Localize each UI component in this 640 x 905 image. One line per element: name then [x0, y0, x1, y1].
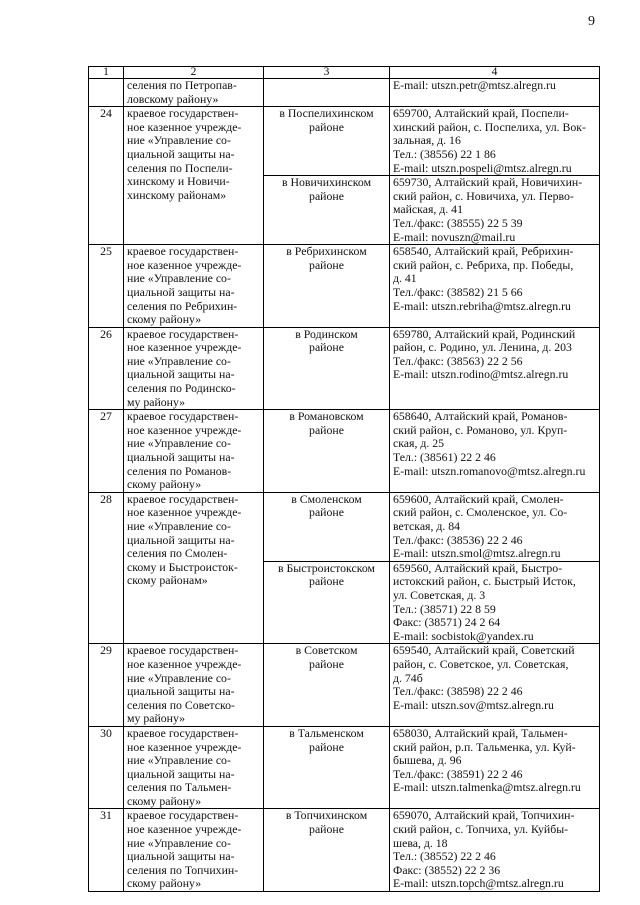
- cell-line: шева, д. 18: [393, 835, 448, 850]
- cell-line: 658030, Алтайский край, Тальмен-: [393, 726, 568, 740]
- cell-line: районе: [309, 822, 344, 837]
- continuation-row: [89, 79, 600, 107]
- cell-line: селения по Петропав-: [127, 78, 237, 92]
- cell-line: E-mail: utszn.romanovo@mtsz.alregn.ru: [393, 463, 586, 478]
- table-row: [89, 245, 600, 328]
- cell-line: районе: [309, 257, 344, 272]
- organization-cell: [124, 492, 264, 644]
- contact-cell: [390, 245, 600, 328]
- cell-line: в Поспелихинском: [279, 106, 374, 121]
- cell-line: 659560, Алтайский край, Быстро-: [393, 561, 563, 575]
- cell-line: районе: [309, 656, 344, 671]
- cell-line: E-mail: utszn.smol@mtsz.alregn.ru: [393, 546, 561, 561]
- contact-cell: [390, 107, 600, 176]
- organization-cell: [124, 644, 264, 727]
- cell-line: краевое государствен-: [127, 106, 239, 121]
- cell-line: районе: [309, 422, 344, 437]
- cell-line: краевое государствен-: [127, 492, 239, 506]
- area-cell: [264, 561, 390, 644]
- cell-line: ская, д. 25: [393, 436, 445, 451]
- cell-line: скому и Быстроисток-: [127, 559, 238, 574]
- row-number-cell: 30: [89, 726, 124, 809]
- cell-line: ние «Управление со-: [127, 271, 231, 286]
- area-cell: [264, 79, 390, 107]
- cell-line: циальной защиты на-: [127, 284, 235, 299]
- cell-line: ное казенное учрежде-: [127, 257, 242, 272]
- cell-line: ние «Управление со-: [127, 753, 231, 768]
- cell-line: в Романовском: [289, 409, 364, 424]
- row-number-cell: 28: [89, 492, 124, 644]
- cell-line: скому району»: [127, 477, 202, 492]
- cell-line: скому району»: [127, 312, 202, 327]
- cell-line: ние «Управление со-: [127, 519, 231, 533]
- cell-line: циальной защиты на-: [127, 684, 235, 699]
- cell-line: краевое государствен-: [127, 409, 239, 424]
- cell-line: Тел.: (38552) 22 2 46: [393, 849, 496, 864]
- cell-line: ский район, с. Романово, ул. Круп-: [393, 422, 568, 437]
- cell-line: ский район, р.п. Тальменка, ул. Куй-: [393, 739, 576, 754]
- cell-line: 659070, Алтайский край, Топчихин-: [393, 808, 575, 823]
- cell-line: E-mail: utszn.topch@mtsz.alregn.ru: [393, 876, 564, 891]
- cell-line: в Советском: [295, 643, 358, 658]
- table-row: [89, 492, 600, 561]
- cell-line: Тел./факс: (38591) 22 2 46: [393, 766, 523, 781]
- cell-line: ние «Управление со-: [127, 353, 231, 368]
- cell-line: E-mail: utszn.talmenka@mtsz.alregn.ru: [393, 780, 581, 795]
- cell-line: районе: [309, 119, 344, 134]
- cell-line: ное казенное учрежде-: [127, 656, 242, 671]
- organization-cell: [124, 107, 264, 245]
- cell-line: селения по Романов-: [127, 463, 232, 478]
- cell-line: 659600, Алтайский край, Смолен-: [393, 492, 564, 506]
- cell-line: Тел./факс: (38563) 22 2 56: [393, 353, 523, 368]
- cell-line: ние «Управление со-: [127, 133, 231, 148]
- table-row: [89, 327, 600, 410]
- cell-line: E-mail: utszn.pospeli@mtsz.alregn.ru: [393, 160, 572, 175]
- cell-line: в Ребрихинском: [286, 244, 367, 259]
- cell-line: циальной защиты на-: [127, 450, 235, 465]
- row-number-cell: 27: [89, 410, 124, 493]
- cell-line: циальной защиты на-: [127, 766, 235, 781]
- cell-line: в Родинском: [295, 327, 358, 341]
- cell-line: районе: [309, 574, 344, 589]
- cell-line: селения по Поспели-: [127, 160, 233, 175]
- contact-cell: [390, 79, 600, 107]
- organizations-table: [88, 66, 600, 892]
- cell-line: ский район, с. Смоленское, ул. Со-: [393, 505, 568, 520]
- table-row: [89, 726, 600, 809]
- header-row: [89, 67, 600, 79]
- cell-line: краевое государствен-: [127, 726, 239, 740]
- cell-line: скому району»: [127, 876, 202, 891]
- cell-line: ветская, д. 84: [393, 519, 461, 533]
- cell-line: д. 41: [393, 271, 417, 286]
- organization-cell: [124, 726, 264, 809]
- cell-line: 659780, Алтайский край, Родинский: [393, 327, 576, 341]
- cell-line: районе: [309, 340, 344, 355]
- cell-line: хинский район, с. Поспелиха, ул. Вок-: [393, 119, 586, 134]
- area-cell: [264, 410, 390, 493]
- area-cell: [264, 809, 390, 892]
- cell-line: 659730, Алтайский край, Новичихин-: [393, 175, 583, 190]
- cell-line: 658540, Алтайский край, Ребрихин-: [393, 244, 574, 259]
- cell-line: в Смоленском: [291, 492, 362, 506]
- organization-cell: [124, 245, 264, 328]
- cell-line: му району»: [127, 394, 186, 409]
- cell-line: краевое государствен-: [127, 327, 239, 341]
- cell-line: селения по Ребрихин-: [127, 298, 238, 313]
- cell-line: краевое государствен-: [127, 643, 239, 658]
- cell-line: скому району»: [127, 793, 202, 808]
- area-cell: [264, 107, 390, 176]
- row-number-cell: 25: [89, 245, 124, 328]
- cell-line: Тел./факс: (38555) 22 5 39: [393, 215, 523, 230]
- contact-cell: [390, 644, 600, 727]
- table-body: [89, 67, 600, 892]
- row-number-cell: [89, 79, 124, 107]
- cell-line: ул. Советская, д. 3: [393, 587, 486, 602]
- cell-line: Факс: (38571) 24 2 64: [393, 615, 501, 630]
- organization-cell: [124, 809, 264, 892]
- cell-line: циальной защиты на-: [127, 146, 235, 161]
- cell-line: ное казенное учрежде-: [127, 822, 242, 837]
- cell-line: хинскому и Новичи-: [127, 174, 230, 189]
- column-header: 3: [264, 67, 390, 79]
- cell-line: селения по Тальмен-: [127, 780, 232, 795]
- cell-line: в Топчихинском: [285, 808, 368, 823]
- cell-line: ное казенное учрежде-: [127, 340, 242, 355]
- cell-line: район, с. Советское, ул. Советская,: [393, 656, 569, 671]
- cell-line: истокский район, с. Быстрый Исток,: [393, 574, 576, 589]
- cell-line: краевое государствен-: [127, 808, 239, 823]
- cell-line: 659540, Алтайский край, Советский: [393, 643, 575, 658]
- cell-line: в Тальменском: [289, 726, 364, 740]
- table-row: [89, 410, 600, 493]
- cell-line: циальной защиты на-: [127, 849, 235, 864]
- cell-line: циальной защиты на-: [127, 367, 235, 382]
- cell-line: E-mail: socbistok@yandex.ru: [393, 628, 534, 643]
- column-header: 2: [124, 67, 264, 79]
- cell-line: Факс: (38552) 22 2 36: [393, 862, 501, 877]
- contact-cell: [390, 809, 600, 892]
- organization-cell: [124, 79, 264, 107]
- cell-line: 658640, Алтайский край, Романов-: [393, 409, 568, 424]
- cell-line: районе: [309, 188, 344, 203]
- cell-line: зальная, д. 16: [393, 133, 461, 148]
- area-cell: [264, 327, 390, 410]
- cell-line: ное казенное учрежде-: [127, 739, 242, 754]
- cell-line: селения по Топчихин-: [127, 862, 239, 877]
- cell-line: E-mail: utszn.rebriha@mtsz.alregn.ru: [393, 298, 571, 313]
- contact-cell: [390, 492, 600, 561]
- cell-line: ский район, с. Топчиха, ул. Куйбы-: [393, 822, 569, 837]
- area-cell: [264, 644, 390, 727]
- area-cell: [264, 245, 390, 328]
- cell-line: му району»: [127, 711, 186, 726]
- cell-line: ский район, с. Ребриха, пр. Победы,: [393, 257, 574, 272]
- cell-line: районе: [309, 739, 344, 754]
- cell-line: бышева, д. 96: [393, 753, 462, 768]
- page-number: 9: [588, 14, 595, 29]
- area-cell: [264, 492, 390, 561]
- cell-line: ние «Управление со-: [127, 670, 231, 685]
- cell-line: майская, д. 41: [393, 202, 463, 217]
- organization-cell: [124, 410, 264, 493]
- cell-line: ное казенное учрежде-: [127, 422, 242, 437]
- table-row: [89, 644, 600, 727]
- cell-line: хинскому районам»: [127, 187, 227, 202]
- cell-line: Тел.: (38561) 22 2 46: [393, 450, 496, 465]
- cell-line: д. 74б: [393, 670, 423, 685]
- cell-line: ние «Управление со-: [127, 436, 231, 451]
- contact-cell: [390, 410, 600, 493]
- cell-line: районе: [309, 505, 344, 520]
- cell-line: Тел./факс: (38598) 22 2 46: [393, 684, 523, 699]
- column-header: 1: [89, 67, 124, 79]
- cell-line: селения по Смолен-: [127, 546, 228, 561]
- contact-cell: [390, 327, 600, 410]
- cell-line: E-mail: novuszn@mail.ru: [393, 229, 516, 244]
- column-header: 4: [390, 67, 600, 79]
- cell-line: ский район, с. Новичиха, ул. Перво-: [393, 188, 574, 203]
- row-number-cell: 26: [89, 327, 124, 410]
- cell-line: 659700, Алтайский край, Поспели-: [393, 106, 569, 121]
- cell-line: краевое государствен-: [127, 244, 239, 259]
- row-number-cell: 29: [89, 644, 124, 727]
- contact-cell: [390, 176, 600, 245]
- contact-cell: [390, 561, 600, 644]
- cell-line: ное казенное учрежде-: [127, 119, 242, 134]
- cell-line: Тел.: (38556) 22 1 86: [393, 146, 496, 161]
- cell-line: селения по Родинско-: [127, 381, 236, 396]
- contact-cell: [390, 726, 600, 809]
- cell-line: ное казенное учрежде-: [127, 505, 242, 520]
- cell-line: Тел./факс: (38582) 21 5 66: [393, 284, 523, 299]
- cell-line: E-mail: utszn.petr@mtsz.alregn.ru: [393, 78, 556, 92]
- area-cell: [264, 726, 390, 809]
- area-cell: [264, 176, 390, 245]
- cell-line: ловскому району»: [127, 91, 219, 106]
- cell-line: в Быстроистокском: [278, 561, 375, 575]
- cell-line: ние «Управление со-: [127, 835, 231, 850]
- cell-line: район, с. Родино, ул. Ленина, д. 203: [393, 340, 572, 355]
- table-row: [89, 107, 600, 176]
- cell-line: селения по Советско-: [127, 697, 235, 712]
- cell-line: E-mail: utszn.sov@mtsz.alregn.ru: [393, 697, 554, 712]
- cell-line: E-mail: utszn.rodino@mtsz.alregn.ru: [393, 367, 569, 382]
- organization-cell: [124, 327, 264, 410]
- table-row: [89, 809, 600, 892]
- cell-line: скому районам»: [127, 573, 208, 588]
- row-number-cell: 31: [89, 809, 124, 892]
- cell-line: циальной защиты на-: [127, 532, 235, 547]
- row-number-cell: 24: [89, 107, 124, 245]
- cell-line: Тел./факс: (38536) 22 2 46: [393, 532, 523, 547]
- cell-line: Тел.: (38571) 22 8 59: [393, 601, 496, 616]
- cell-line: в Новичихинском: [281, 175, 372, 190]
